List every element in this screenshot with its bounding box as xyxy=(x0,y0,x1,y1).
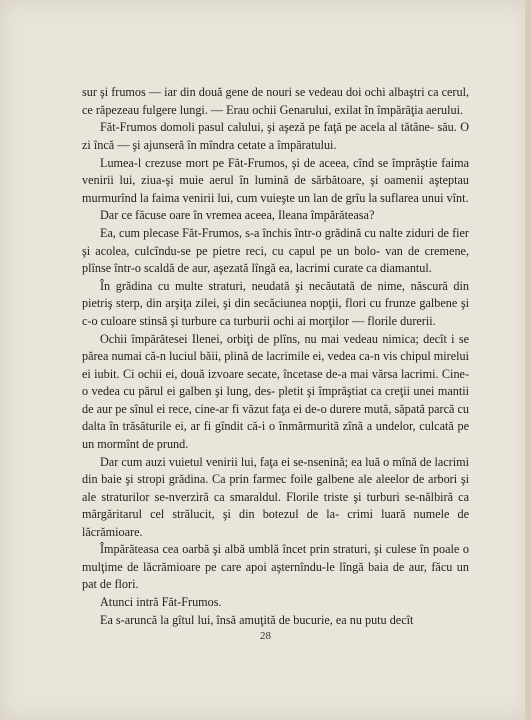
paragraph-6: În grădina cu multe straturi, neudată şi necăutată de nime, născură din pietriş sterp, din arşiţa zilei, şi din secăciunea nopţii, flori cu frunze galbene şi c-o culoare stinsă şi turbure ca turburii ochi ai morţilor — florile durerii. xyxy=(82,278,469,328)
paragraph-9: Împărăteasa cea oarbă şi albă umblă încet prin straturi, şi culese în poale o mulţime de lăcrămioare pe care apoi aşternîndu-le lîngă baia de aur, făcu un pat de flori. xyxy=(82,542,469,592)
page-number: 28 xyxy=(260,630,271,642)
page-text xyxy=(82,84,469,629)
paragraph-8: Dar cum auzi vuietul venirii lui, faţa ei se-nsenină; ea luă o mînă de lacrimi din baie şi stropi grădina. Ca prin farmec foile galbene ale aleelor de arbori şi ale straturilor se-nverziră ca smaraldul. Florile triste şi turburi se-nălbiră ca mărgăritarul cel strălucit, şi din botezul de la- crimi luară numele de lăcrămioare. xyxy=(82,454,469,539)
paragraph-7: Ochii împărătesei Ilenei, orbiţi de plîns, nu mai vedeau nimica; decît i se părea numai că-n luciul băii, plină de lacrimile ei, vedea ca-n vis chipul mirelui ei iubit. Ci ochii ei, două izvoare secate, încetase de-a mai vărsa lacrimi. Cine-o vedea cu părul ei galben şi lung, des- pletit şi împrăştiat ca creţii unei mantii de aur pe sînul ei rece, cine-ar fi văzut faţa ei de-o durere mută, săpată parcă cu dalta în trăsăturile ei, ar fi gîndit că-i o înmărmurită zînă a undelor, culcată pe un mormînt de prund. xyxy=(82,331,469,451)
paragraph-3: Lumea-l crezuse mort pe Făt-Frumos, şi de aceea, cînd se împrăştie faima venirii lui, ziua-şi muie aerul în lumină de sărbătoare, şi oamenii aşteptau murmurînd la faima venirii lui, cum vuieşte un lan de grîu la suflarea unui vînt. xyxy=(82,155,469,205)
paragraph-10: Atunci intră Făt-Frumos. xyxy=(100,595,222,610)
paragraph-11: Ea s-aruncă la gîtul lui, însă amuţită de bucurie, ea nu putu decît xyxy=(100,612,414,627)
paragraph-2: Făt-Frumos domoli pasul calului, şi aşeză pe faţă pe acela al tătâne- său. O zi încă — şi ajunseră în mîndra cetate a împăratului. xyxy=(82,120,469,152)
paragraph-4: Dar ce făcuse oare în vremea aceea, Ileana împărăteasa? xyxy=(100,208,375,223)
paragraph-1: sur şi frumos — iar din două gene de nouri se vedeau doi ochi albaştri ca cerul, ce răpezeau fulgere lungi. — Erau ochii Genarului, exilat în împărăţia aerului. xyxy=(82,85,469,117)
paragraph-5: Ea, cum plecase Făt-Frumos, s-a închis într-o grădină cu nalte ziduri de fier şi acolea, culcîndu-se pe pietre reci, cu capul pe un bolo- van de cremene, plînse într-o scaldă de aur, aşezată lîngă ea, lacrimi curate ca diamantul. xyxy=(82,226,469,276)
